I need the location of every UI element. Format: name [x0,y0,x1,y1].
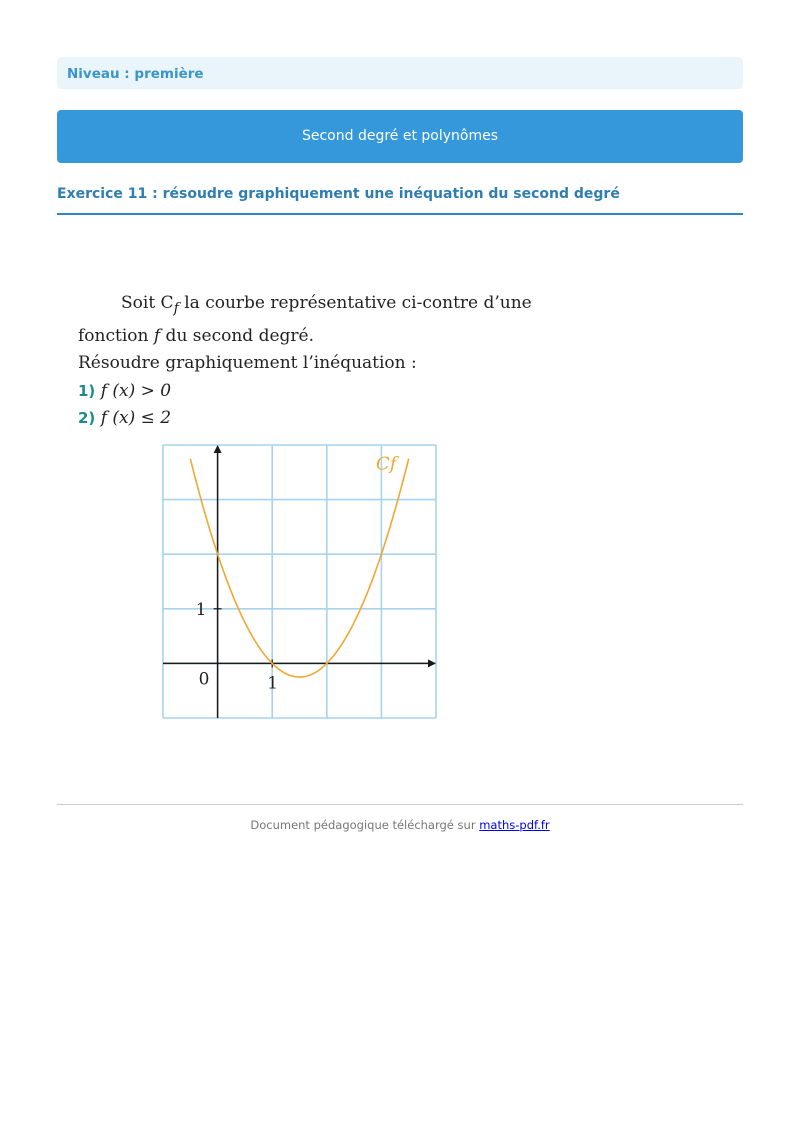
intro2-end: du second degré. [160,325,314,346]
exercise-title: Exercice 11 : résoudre graphiquement une inéquation du second degré [57,186,620,202]
intro-text-start: Soit C [121,293,174,313]
level-label: Niveau : première [57,57,743,89]
question-2 [78,405,538,433]
intro-line-1 [78,290,538,323]
question-1 [78,378,538,406]
question-expression: f (x) ≤ 2 [100,408,172,429]
y-tick-label: 1 [195,599,207,620]
curve-label: Cf [375,453,397,475]
intro2-start: fonction [78,325,154,346]
origin-label: 0 [198,669,210,690]
curve-cf [190,459,408,677]
intro-line-2 [78,323,538,351]
question-expression: f (x) > 0 [100,380,172,401]
intro-subscript: f [173,300,179,317]
footer [57,818,743,832]
x-axis-arrow [428,659,436,667]
x-tick-label: 1 [267,673,279,694]
function-graph [150,438,450,728]
y-axis-arrow [214,445,222,453]
title-divider [57,213,743,215]
instruction: Résoudre graphiquement l’inéquation : [78,353,417,374]
footer-text: Document pédagogique téléchargé sur [250,818,480,832]
intro-text-end: la courbe représentative ci-contre d’une [178,293,532,313]
footer-divider [57,804,743,805]
question-number: 1) [78,381,96,400]
intro2-function: f [153,325,161,346]
footer-link[interactable]: maths-pdf.fr [479,818,550,832]
topic-banner: Second degré et polynômes [57,110,743,163]
question-number: 2) [78,409,96,428]
exercise-statement [78,290,538,433]
